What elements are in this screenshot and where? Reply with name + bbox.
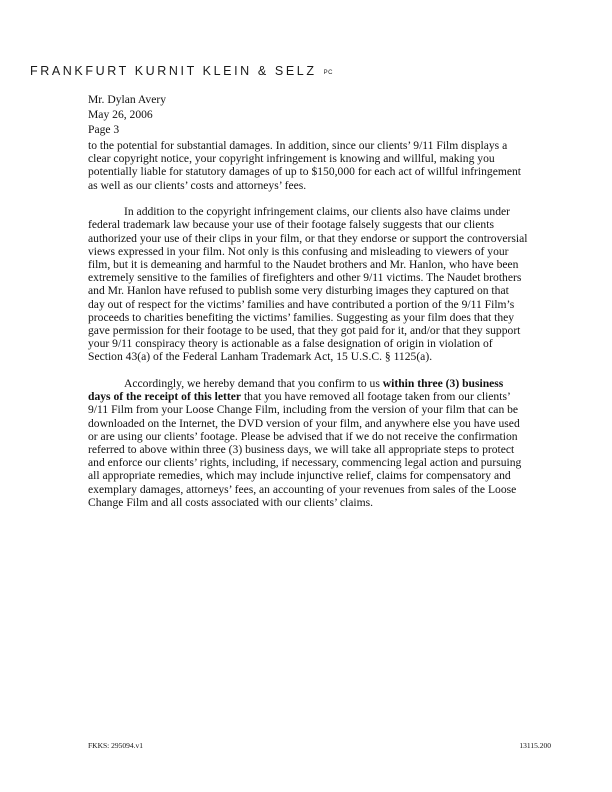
footer-doc-id: FKKS: 295094.v1	[88, 741, 144, 750]
demand-rest-text: that you have removed all footage taken from our clients’ 9/11 Film from your Loose Change Film, including from the version of your film that can be downloaded on the Internet, the DVD version of your film, and anywhere else you have used or are using our clients’ footage. Please be advised that if we do not receive the confirmation referred to above within three (3) business days, we will take all appropriate steps to protect and enforce our clients’ rights, including, if necessary, commencing legal action and pursuing all appropriate remedies, which may include injunctive relief, claims for compensatory and exemplary damages, attorneys’ fees, an accounting of your revenues from sales of the Loose Change Film and all costs associated with our clients’ claims.	[88, 390, 522, 509]
firm-name: FRANKFURT KURNIT KLEIN & SELZ	[30, 64, 317, 78]
letter-date: May 26, 2006	[88, 108, 153, 121]
letter-body	[88, 139, 528, 522]
firm-suffix: PC	[323, 70, 333, 76]
paragraph-continuation: to the potential for substantial damages. In addition, since our clients’ 9/11 Film displays a clear copyright notice, your copyright infringement is knowing and willful, making you potentially liable for statutory damages of up to $150,000 for each act of willful infringement as well as our clients’ costs and attorneys’ fees.	[88, 139, 522, 192]
demand-deadline-bold: within three (3) business days of the receipt of this letter	[88, 377, 504, 404]
recipient-name: Mr. Dylan Avery	[88, 93, 167, 106]
letterhead	[30, 64, 333, 78]
paragraph-demand	[88, 377, 528, 509]
demand-lead-text: Accordingly, we hereby demand that you confirm to us	[124, 377, 383, 391]
page-number: Page 3	[88, 123, 120, 136]
letter-header-block	[88, 92, 166, 137]
footer-matter-number: 13115.200	[519, 741, 551, 750]
paragraph-trademark-claims: In addition to the copyright infringement claims, our clients also have claims under federal trademark law because your use of their footage falsely suggests that our clients authorized your use of their clips in your film, or that they endorse or support the controversial views expressed in your film. Not only is this confusing and misleading to viewers of your film, but it is demeaning and harmful to the Naudet brothers and Mr. Hanlon, who have been extremely sensitive to the families of firefighters and other 9/11 victims. The Naudet brothers and Mr. Hanlon have refused to publish some very disturbing images they captured on that day out of respect for the victims’ families and have contributed a portion of the 9/11 Film’s proceeds to charities benefiting the victims’ families. Suggesting as your film does that they gave permission for their footage to be used, that they got paid for it, and/or that they support your 9/11 conspiracy theory is actionable as a false designation of origin in violation of Section 43(a) of the Federal Lanham Trademark Act, 15 U.S.C. § 1125(a).	[88, 205, 528, 364]
